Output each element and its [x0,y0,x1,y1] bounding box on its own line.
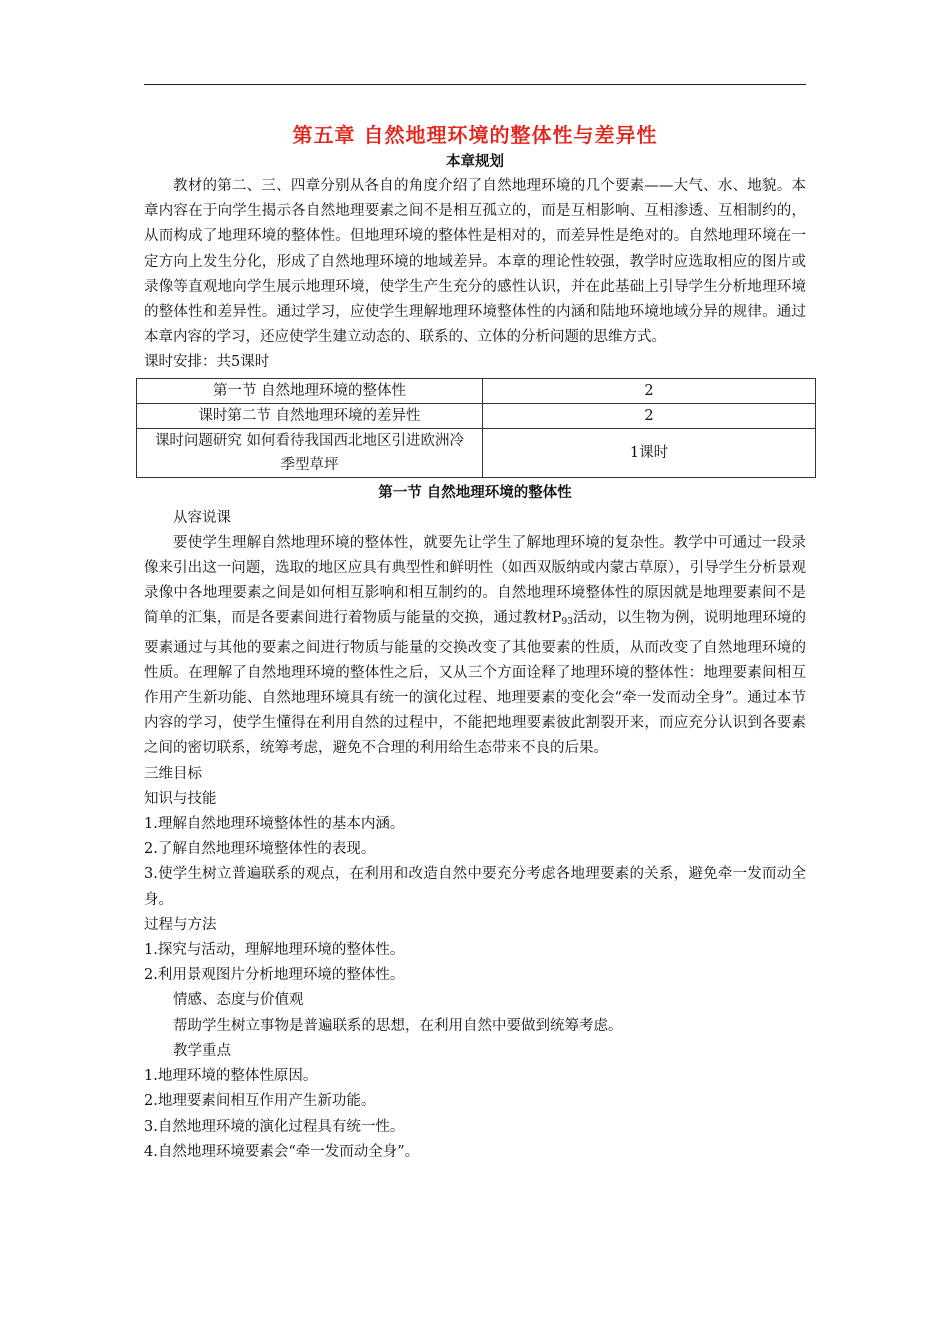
schedule-table [136,378,816,478]
section-title: 第一节 自然地理环境的整体性 [378,483,572,501]
schedule-topic: 课时问题研究 如何看待我国西北地区引进欧洲冷季型草坪 [137,428,483,477]
schedule-topic: 课时第二节 自然地理环境的差异性 [137,403,483,428]
list-item: 4.自然地理环境要素会“牵一发而动全身”。 [144,1143,420,1160]
table-row [137,403,816,428]
table-row [137,428,816,477]
list-item: 2.了解自然地理环境整体性的表现。 [144,841,376,858]
table-row [137,378,816,403]
emotion-text: 帮助学生树立事物是普遍联系的思想，在利用自然中要做到统筹考虑。 [173,1017,623,1034]
page-subscript: 93 [561,617,573,628]
casual-lesson-text-a: 要使学生理解自然地理环境的整体性，就要先让学生了解地理环境的复杂性。教学中可通过一段录像来引出这一问题，选取的地区应具有典型性和鲜明性（如西双版纳或内蒙古草原），引导学生分析景观录像中各地理要素之间是如何相互影响和相互制约的。自然地理环境整体性的原因就是地理要素间不是简单的汇集，而是各要素间进行着物质与能量的交换，通过教材P [144,534,806,627]
process-heading: 过程与方法 [144,916,217,933]
list-item: 3.使学生树立普遍联系的观点，在利用和改造自然中要充分考虑各地理要素的关系，避免牵一发而动全身。 [144,866,806,908]
list-item: 3.自然地理环境的演化过程具有统一性。 [144,1118,405,1135]
chapter-plan-paragraph: 教材的第二、三、四章分别从各自的角度介绍了自然地理环境的几个要素——大气、水、地貌。本章内容在于向学生揭示各自然地理要素之间不是相互孤立的，而是互相影响、互相渗透、互相制约的，从而构成了地理环境的整体性。但地理环境的整体性是相对的，而差异性是绝对的。自然地理环境在一定方向上发生分化，形成了自然地理环境的地域差异。本章的理论性较强，教学时应选取相应的图片或录像等直观地向学生展示地理环境，使学生产生充分的感性认识，并在此基础上引导学生分析地理环境的整体性和差异性。通过学习，应使学生理解地理环境整体性的内涵和陆地环境地域分异的规律。通过本章内容的学习，还应使学生建立动态的、联系的、立体的分析问题的思维方式。 [144,178,806,346]
list-item: 1.地理环境的整体性原因。 [144,1068,318,1085]
schedule-label: 课时安排：共5课时 [144,354,270,371]
casual-lesson-text-b: 活动，以生物为例，说明地理环境的要素通过与其他的要素之间进行物质与能量的交换改变了其他要素的性质，从而改变了自然地理环境的性质。在理解了自然地理环境的整体性之后，又从三个方面诠释了地理环境的整体性：地理要素间相互作用产生新功能、自然地理环境具有统一的演化过程、地理要素的变化会“牵一发而动全身”。通过本节内容的学习，使学生懂得在利用自然的过程中，不能把地理要素彼此割裂开来，而应充分认识到各要素之间的密切联系，统筹考虑，避免不合理的利用给生态带来不良的后果。 [144,610,806,757]
document-body [144,120,806,1165]
list-item: 2.地理要素间相互作用产生新功能。 [144,1093,376,1110]
schedule-hours: 2 [483,403,816,428]
header-rule [144,84,806,85]
list-item: 2.利用景观图片分析地理环境的整体性。 [144,967,405,984]
chapter-title: 第五章 自然地理环境的整体性与差异性 [292,123,658,147]
chapter-plan-heading: 本章规划 [446,153,504,170]
schedule-hours: 1课时 [483,428,816,477]
schedule-topic: 第一节 自然地理环境的整体性 [137,378,483,403]
list-item: 1.理解自然地理环境整体性的基本内涵。 [144,816,405,833]
casual-lesson-paragraph [144,531,806,762]
schedule-hours: 2 [483,378,816,403]
key-points-heading: 教学重点 [173,1042,231,1059]
knowledge-heading: 知识与技能 [144,790,217,807]
emotion-heading: 情感、态度与价值观 [173,992,304,1009]
three-dim-goal-heading: 三维目标 [144,765,202,782]
list-item: 1.探究与活动，理解地理环境的整体性。 [144,942,405,959]
casual-lesson-heading: 从容说课 [173,509,231,526]
